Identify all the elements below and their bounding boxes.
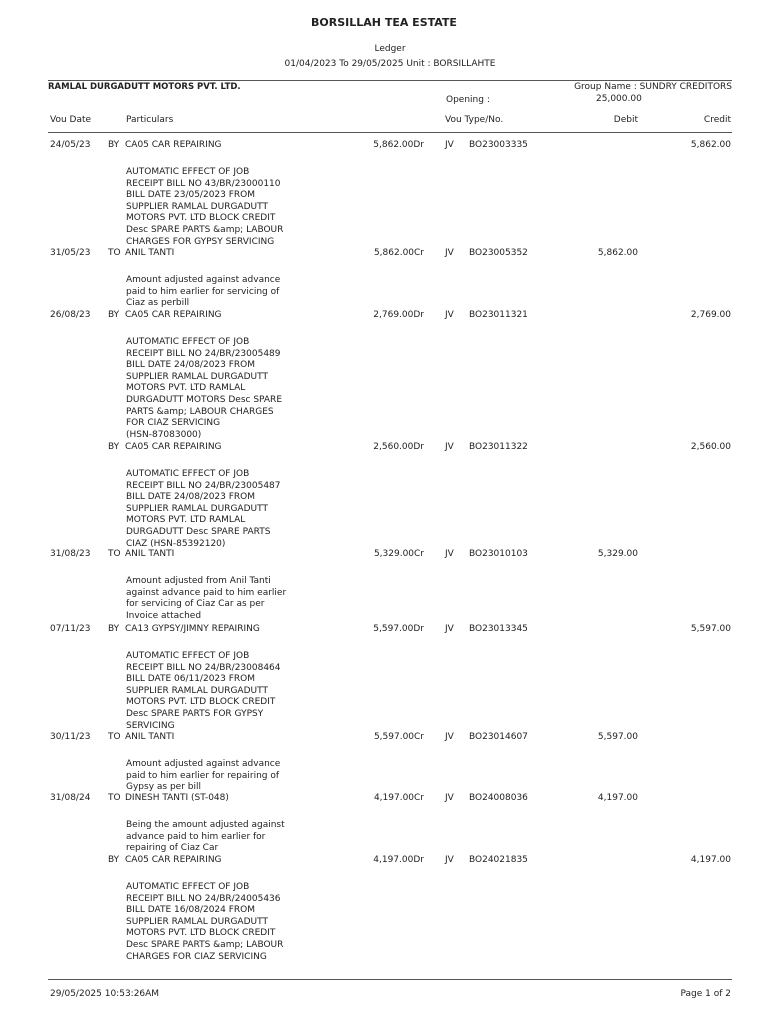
entry-amount: 5,862.00Cr — [373, 248, 424, 258]
narration-line: RECEIPT BILL NO 24/BR/23008464 — [126, 662, 281, 673]
opening-label: Opening : — [446, 95, 490, 105]
narration-line: Amount adjusted from Anil Tanti — [126, 576, 271, 586]
ledger-row — [0, 140, 768, 152]
narration-line: RECEIPT BILL NO 43/BR/23000110 — [126, 178, 281, 189]
entry-direction: TO — [108, 248, 121, 258]
entry-direction: BY — [108, 855, 120, 865]
narration-line: advance paid to him earlier for — [126, 831, 266, 842]
entry-credit: 5,597.00 — [690, 624, 731, 634]
entry-debit: 5,862.00 — [597, 248, 638, 258]
entry-account: CA05 CAR REPAIRING — [125, 310, 222, 320]
narration-line: SUPPLIER RAMLAL DURGADUTT — [126, 916, 268, 927]
entry-vou-type: JV — [445, 248, 454, 258]
entry-vou-no: BO23003335 — [469, 140, 528, 150]
narration-line: AUTOMATIC EFFECT OF JOB — [126, 167, 250, 177]
entry-amount: 5,329.00Cr — [373, 549, 424, 559]
narration-line: FOR CIAZ SERVICING — [126, 418, 221, 429]
col-vou-date: Vou Date — [50, 115, 92, 125]
narration-line: RECEIPT BILL NO 24/BR/24005436 — [126, 893, 281, 904]
entry-direction: TO — [108, 549, 121, 559]
narration-line: Gypsy as per bill — [126, 782, 201, 793]
entry-narration — [126, 759, 296, 794]
narration-line: BILL DATE 24/08/2023 FROM — [126, 360, 256, 371]
narration-line: Invoice attached — [126, 610, 202, 621]
group-name: Group Name : SUNDRY CREDITORS — [574, 82, 732, 92]
entry-debit: 5,329.00 — [597, 549, 638, 559]
footer-page: Page 1 of 2 — [680, 989, 731, 999]
narration-line: paid to him earlier for repairing of — [126, 770, 280, 781]
entry-date: 30/11/23 — [50, 732, 91, 742]
narration-line: BILL DATE 16/08/2024 FROM — [126, 905, 256, 916]
company-title: BORSILLAH TEA ESTATE — [311, 16, 457, 29]
entry-date: 07/11/23 — [50, 624, 91, 634]
narration-line: against advance paid to him earlier — [126, 587, 287, 598]
entry-vou-type: JV — [445, 140, 454, 150]
narration-line: Desc SPARE PARTS &amp; LABOUR — [126, 939, 284, 950]
narration-line: Being the amount adjusted against — [126, 820, 285, 830]
col-debit: Debit — [613, 115, 638, 125]
narration-line: paid to him earlier for servicing of — [126, 286, 280, 297]
period-unit: 01/04/2023 To 29/05/2025 Unit : BORSILLAHTE — [284, 59, 496, 69]
entry-direction: BY — [108, 140, 120, 150]
narration-line: SUPPLIER RAMLAL DURGADUTT — [126, 503, 268, 514]
header-rule — [48, 132, 732, 133]
entry-vou-type: JV — [445, 549, 454, 559]
entry-direction: TO — [108, 793, 121, 803]
entry-date: 24/05/23 — [50, 140, 91, 150]
entry-vou-no: BO23013345 — [469, 624, 528, 634]
narration-line: MOTORS PVT. LTD RAMLAL — [126, 515, 246, 526]
entry-amount: 5,862.00Dr — [373, 140, 424, 150]
entry-debit: 4,197.00 — [597, 793, 638, 803]
entry-narration — [126, 576, 296, 622]
entry-narration — [126, 651, 296, 732]
narration-line: MOTORS PVT. LTD BLOCK CREDIT — [126, 697, 276, 708]
narration-line: AUTOMATIC EFFECT OF JOB — [126, 882, 250, 892]
entry-vou-no: BO24008036 — [469, 793, 528, 803]
entry-narration — [126, 820, 296, 855]
entry-vou-type: JV — [445, 793, 454, 803]
narration-line: BILL DATE 06/11/2023 FROM — [126, 674, 256, 685]
narration-line: SUPPLIER RAMLAL DURGADUTT — [126, 201, 268, 212]
entry-vou-no: BO23011322 — [469, 442, 528, 452]
narration-line: repairing of Ciaz Car — [126, 843, 219, 854]
entry-account: CA13 GYPSY/JIMNY REPAIRING — [125, 624, 260, 634]
entry-vou-no: BO24021835 — [469, 855, 528, 865]
narration-line: MOTORS PVT. LTD RAMLAL — [126, 383, 246, 394]
ledger-row — [0, 248, 768, 260]
entry-account: CA05 CAR REPAIRING — [125, 442, 222, 452]
entry-date: 31/05/23 — [50, 248, 91, 258]
ledger-row — [0, 442, 768, 454]
entry-account: ANIL TANTI — [125, 248, 175, 258]
narration-line: CHARGES FOR CIAZ SERVICING — [126, 951, 267, 962]
entry-vou-no: BO23011321 — [469, 310, 528, 320]
entry-credit: 5,862.00 — [690, 140, 731, 150]
entry-credit: 2,769.00 — [690, 310, 731, 320]
entry-vou-no: BO23005352 — [469, 248, 528, 258]
narration-line: BILL DATE 23/05/2023 FROM — [126, 190, 256, 201]
narration-line: RECEIPT BILL NO 24/BR/23005489 — [126, 348, 281, 359]
entry-direction: BY — [108, 624, 120, 634]
ledger-row — [0, 855, 768, 867]
entry-credit: 4,197.00 — [690, 855, 731, 865]
narration-line: Amount adjusted against advance — [126, 759, 281, 769]
narration-line: BILL DATE 24/08/2023 FROM — [126, 492, 256, 503]
entry-narration — [126, 275, 296, 310]
entry-narration — [126, 337, 296, 441]
narration-line: Amount adjusted against advance — [126, 275, 281, 285]
entry-amount: 2,769.00Dr — [373, 310, 424, 320]
entry-account: ANIL TANTI — [125, 549, 175, 559]
entry-date: 31/08/23 — [50, 549, 91, 559]
entry-narration — [126, 469, 296, 550]
entry-direction: TO — [108, 732, 121, 742]
narration-line: SUPPLIER RAMLAL DURGADUTT — [126, 371, 268, 382]
ledger-row — [0, 549, 768, 561]
entry-narration — [126, 167, 296, 248]
entry-date: 26/08/23 — [50, 310, 91, 320]
narration-line: AUTOMATIC EFFECT OF JOB — [126, 651, 250, 661]
col-vou-type-no: Vou Type/No. — [445, 115, 504, 125]
entry-vou-type: JV — [445, 442, 454, 452]
ledger-row — [0, 732, 768, 744]
narration-line: AUTOMATIC EFFECT OF JOB — [126, 337, 250, 347]
narration-line: MOTORS PVT. LTD BLOCK CREDIT — [126, 213, 276, 224]
entry-vou-no: BO23010103 — [469, 549, 528, 559]
entry-vou-type: JV — [445, 310, 454, 320]
ledger-row — [0, 310, 768, 322]
entry-amount: 5,597.00Dr — [373, 624, 424, 634]
entry-vou-no: BO23014607 — [469, 732, 528, 742]
narration-line: DURGADUTT Desc SPARE PARTS — [126, 526, 271, 537]
col-particulars: Particulars — [126, 115, 174, 125]
col-credit: Credit — [703, 115, 731, 125]
entry-account: CA05 CAR REPAIRING — [125, 855, 222, 865]
entry-date: 31/08/24 — [50, 793, 91, 803]
top-rule — [48, 80, 732, 81]
narration-line: RECEIPT BILL NO 24/BR/23005487 — [126, 480, 281, 491]
narration-line: (HSN-87083000) — [126, 429, 202, 440]
entry-amount: 5,597.00Cr — [373, 732, 424, 742]
party-name: RAMLAL DURGADUTT MOTORS PVT. LTD. — [48, 82, 241, 92]
entry-amount: 2,560.00Dr — [373, 442, 424, 452]
narration-line: CHARGES FOR GYPSY SERVICING — [126, 236, 275, 247]
narration-line: AUTOMATIC EFFECT OF JOB — [126, 469, 250, 479]
entry-direction: BY — [108, 310, 120, 320]
narration-line: CIAZ (HSN-85392120) — [126, 538, 226, 549]
narration-line: SERVICING — [126, 720, 175, 731]
footer-timestamp: 29/05/2025 10:53:26AM — [50, 989, 160, 999]
ledger-row — [0, 624, 768, 636]
narration-line: DURGADUTT MOTORS Desc SPARE — [126, 394, 283, 405]
entry-account: ANIL TANTI — [125, 732, 175, 742]
narration-line: Ciaz as perbill — [126, 298, 190, 309]
entry-narration — [126, 882, 296, 963]
entry-account: CA05 CAR REPAIRING — [125, 140, 222, 150]
narration-line: MOTORS PVT. LTD BLOCK CREDIT — [126, 928, 276, 939]
narration-line: Desc SPARE PARTS FOR GYPSY — [126, 708, 264, 719]
ledger-row — [0, 793, 768, 805]
entry-vou-type: JV — [445, 624, 454, 634]
narration-line: SUPPLIER RAMLAL DURGADUTT — [126, 685, 268, 696]
entry-amount: 4,197.00Dr — [373, 855, 424, 865]
entry-debit: 5,597.00 — [597, 732, 638, 742]
opening-value: 25,000.00 — [596, 94, 642, 104]
entry-credit: 2,560.00 — [690, 442, 731, 452]
entry-amount: 4,197.00Cr — [373, 793, 424, 803]
narration-line: PARTS &amp; LABOUR CHARGES — [126, 406, 274, 417]
bottom-rule — [48, 979, 732, 980]
narration-line: Desc SPARE PARTS &amp; LABOUR — [126, 224, 284, 235]
entry-vou-type: JV — [445, 855, 454, 865]
entry-vou-type: JV — [445, 732, 454, 742]
report-name: Ledger — [374, 44, 406, 54]
entry-direction: BY — [108, 442, 120, 452]
narration-line: for servicing of Ciaz Car as per — [126, 599, 265, 610]
entry-account: DINESH TANTI (ST-048) — [125, 793, 229, 803]
